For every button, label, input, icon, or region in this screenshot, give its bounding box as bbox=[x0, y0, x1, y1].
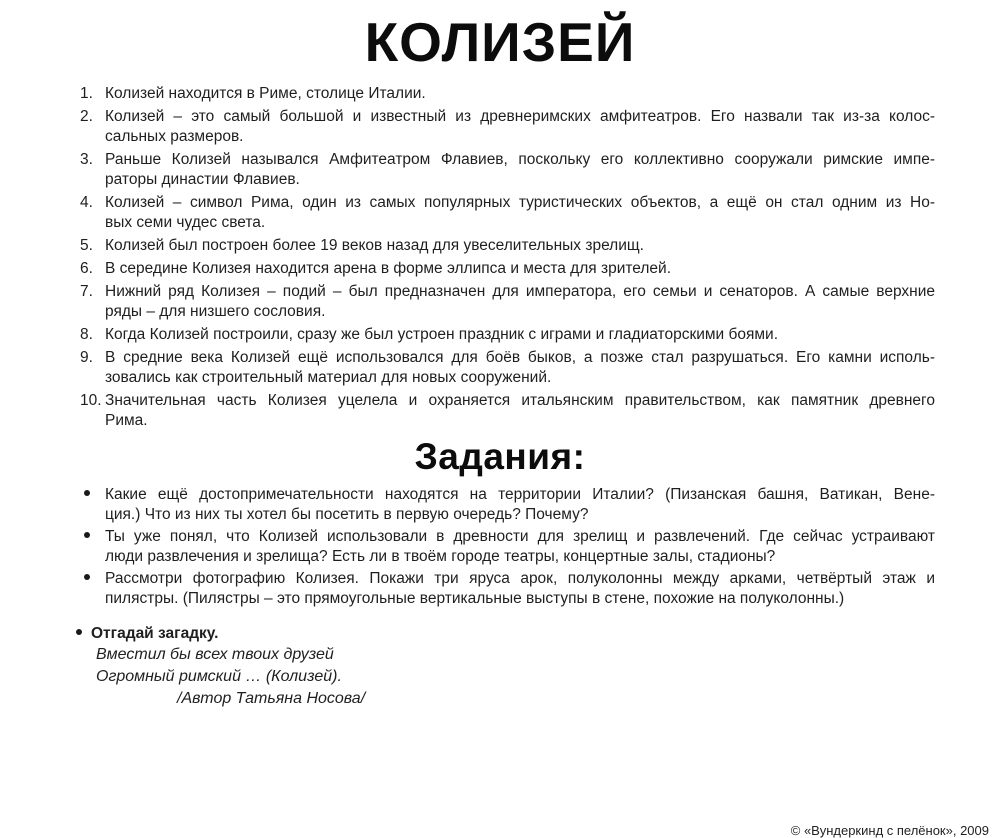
fact-text: ряды – для низшего сословия. bbox=[105, 303, 326, 320]
fact-item-2 bbox=[80, 107, 935, 147]
riddle-heading-row bbox=[76, 623, 935, 644]
riddle-line: Вместил бы всех твоих друзей bbox=[96, 646, 334, 663]
tasks-heading: Задания: bbox=[414, 436, 586, 477]
fact-text: Раньше Колизей назывался Амфитеатром Флавиев, поскольку его коллективно сооружали римские импе- bbox=[105, 151, 935, 168]
fact-item-10 bbox=[80, 391, 935, 431]
task-text: Какие ещё достопримечательности находятся на территории Италии? (Пизанская башня, Ватикан, Вене- bbox=[105, 486, 935, 503]
page-title: КОЛИЗЕЙ bbox=[364, 11, 636, 73]
fact-text: В середине Колизея находится арена в форме эллипса и места для зрителей. bbox=[105, 260, 672, 277]
fact-number: 4. bbox=[80, 194, 93, 211]
bullet bbox=[76, 623, 91, 644]
fact-text: вых семи чудес света. bbox=[105, 214, 266, 231]
task-text: Рассмотри фотографию Колизея. Покажи три яруса арок, полуколонны между арками, четвёртый этаж и bbox=[105, 570, 935, 587]
copyright-notice: © «Вундеркинд с пелёнок», 2009 bbox=[790, 823, 989, 838]
riddle-section bbox=[76, 623, 935, 710]
bullet bbox=[80, 527, 105, 567]
fact-number: 7. bbox=[80, 283, 93, 300]
fact-text: В средние века Колизей ещё использовался для боёв быков, а позже стал разрушаться. Его камни исполь- bbox=[105, 349, 935, 366]
tasks-list bbox=[80, 485, 935, 609]
fact-item-1 bbox=[80, 84, 935, 104]
task-text: Ты уже понял, что Колизей использовали в древности для зрелищ и развлечений. Где сейчас устраивают bbox=[105, 528, 935, 545]
riddle-line: Огромный римский … (Колизей). bbox=[96, 668, 342, 685]
bullet bbox=[80, 485, 105, 525]
fact-text: Колизей – это самый большой и известный из древнеримских амфитеатров. Его назвали так из-за колос- bbox=[105, 108, 935, 125]
riddle-heading: Отгадай загадку. bbox=[91, 625, 219, 642]
fact-text: раторы династии Флавиев. bbox=[105, 171, 300, 188]
fact-number: 9. bbox=[80, 349, 93, 366]
task-text: люди развлечения и зрелища? Есть ли в твоём городе театры, концертные залы, стадионы? bbox=[105, 548, 776, 565]
facts-list bbox=[80, 84, 935, 431]
task-item-3 bbox=[80, 569, 935, 609]
bullet-dot-icon bbox=[84, 574, 90, 580]
fact-text: Колизей находится в Риме, столице Италии. bbox=[105, 85, 426, 102]
fact-item-5 bbox=[80, 236, 935, 256]
fact-item-8 bbox=[80, 325, 935, 345]
fact-text: Когда Колизей построили, сразу же был устроен праздник с играми и гладиаторскими боями. bbox=[105, 326, 779, 343]
fact-number: 10. bbox=[80, 392, 102, 409]
fact-text: Колизей был построен более 19 веков назад для увеселительных зрелищ. bbox=[105, 237, 644, 254]
bullet-dot-icon bbox=[84, 490, 90, 496]
fact-item-4 bbox=[80, 193, 935, 233]
fact-item-7 bbox=[80, 282, 935, 322]
bullet-dot-icon bbox=[84, 532, 90, 538]
fact-text: Рима. bbox=[105, 412, 148, 429]
fact-number: 2. bbox=[80, 108, 93, 125]
fact-number: 1. bbox=[80, 85, 93, 102]
fact-number: 6. bbox=[80, 260, 93, 277]
task-text: пилястры. (Пилястры – это прямоугольные вертикальные выступы в стене, похожие на полуколонны.) bbox=[105, 590, 845, 607]
bullet-dot-icon bbox=[76, 629, 82, 635]
fact-number: 3. bbox=[80, 151, 93, 168]
fact-text: Нижний ряд Колизея – подий – был предназначен для императора, его семьи и сенаторов. А самые верхние bbox=[105, 283, 935, 300]
fact-text: Значительная часть Колизея уцелела и охраняется итальянским правительством, как памятник древнего bbox=[105, 392, 935, 409]
riddle-author: /Автор Татьяна Носова/ bbox=[177, 690, 366, 707]
task-item-1 bbox=[80, 485, 935, 525]
task-item-2 bbox=[80, 527, 935, 567]
fact-number: 8. bbox=[80, 326, 93, 343]
task-text: ция.) Что из них ты хотел бы посетить в первую очередь? Почему? bbox=[105, 506, 589, 523]
fact-number: 5. bbox=[80, 237, 93, 254]
fact-item-9 bbox=[80, 348, 935, 388]
fact-text: сальных размеров. bbox=[105, 128, 244, 145]
fact-text: зовались как строительный материал для новых сооружений. bbox=[105, 369, 552, 386]
fact-text: Колизей – символ Рима, один из самых популярных туристических объектов, а ещё он стал одним из Но- bbox=[105, 194, 935, 211]
bullet bbox=[80, 569, 105, 609]
fact-item-6 bbox=[80, 259, 935, 279]
fact-item-3 bbox=[80, 150, 935, 190]
